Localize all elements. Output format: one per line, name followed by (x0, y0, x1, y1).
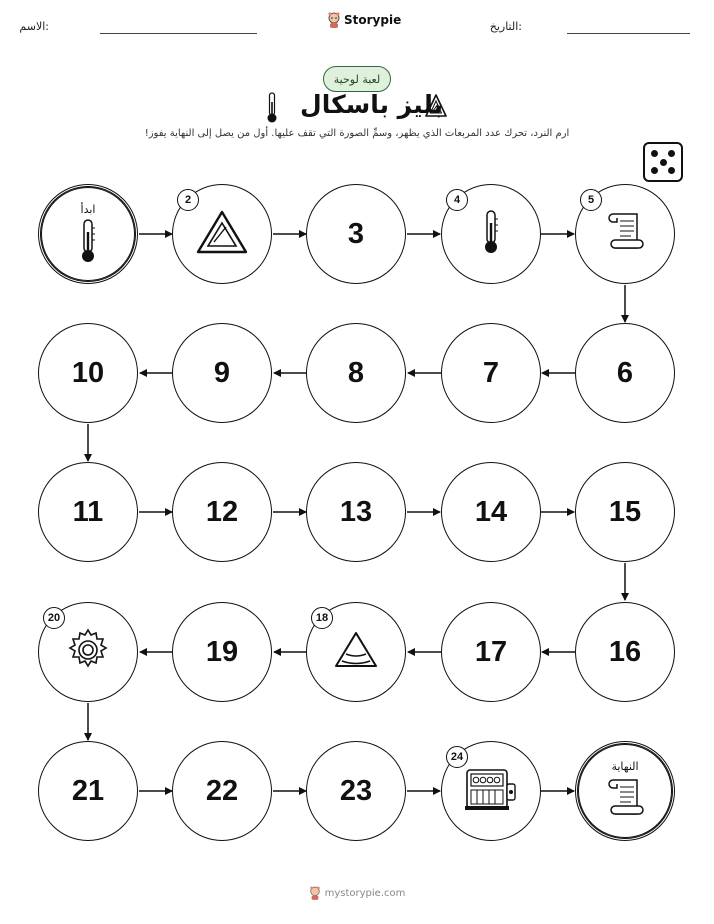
square-20 (38, 602, 138, 702)
square-start (38, 184, 138, 284)
square-9 (172, 323, 272, 423)
scroll-icon (605, 774, 645, 826)
thermometer-icon (480, 209, 502, 259)
square-number-badge: 18 (311, 607, 333, 629)
date-label: التاريخ: (489, 20, 522, 33)
prism-icon (196, 209, 248, 259)
square-14 (441, 462, 541, 562)
square-number: 9 (213, 356, 231, 389)
thermometer-icon (77, 218, 99, 268)
square-24 (441, 741, 541, 841)
calculating-machine-icon (461, 766, 521, 816)
finish-label: النهاية (611, 760, 639, 773)
square-13 (306, 462, 406, 562)
square-2 (172, 184, 272, 284)
square-number: 19 (205, 635, 239, 668)
square-12 (172, 462, 272, 562)
square-number: 15 (608, 495, 642, 528)
square-number: 10 (71, 356, 105, 389)
square-number-badge: 20 (43, 607, 65, 629)
square-7 (441, 323, 541, 423)
square-number-badge: 4 (446, 189, 468, 211)
square-19 (172, 602, 272, 702)
square-number-badge: 24 (446, 746, 468, 768)
square-22 (172, 741, 272, 841)
square-number: 8 (347, 356, 365, 389)
square-number: 6 (616, 356, 634, 389)
square-number: 14 (474, 495, 508, 528)
date-line[interactable] (567, 33, 690, 34)
square-4 (441, 184, 541, 284)
square-21 (38, 741, 138, 841)
square-number-badge: 5 (580, 189, 602, 211)
square-17 (441, 602, 541, 702)
cone-icon (333, 630, 379, 674)
brand (327, 12, 401, 28)
footer-site: mystorypie.com (324, 887, 406, 899)
square-number: 12 (205, 495, 239, 528)
square-number: 22 (205, 774, 239, 807)
name-label: الاسم: (19, 20, 49, 33)
square-number: 7 (482, 356, 500, 389)
footer (0, 886, 714, 900)
dice-icon (643, 142, 683, 182)
title-row (0, 90, 714, 126)
name-line[interactable] (100, 33, 257, 34)
square-15 (575, 462, 675, 562)
square-6 (575, 323, 675, 423)
gear-icon (65, 627, 111, 677)
scroll-icon (605, 208, 645, 260)
square-16 (575, 602, 675, 702)
square-number: 23 (339, 774, 373, 807)
thermometer-icon (266, 92, 278, 124)
square-finish (575, 741, 675, 841)
square-number-badge: 2 (177, 189, 199, 211)
brand-name: Storypie (344, 13, 402, 27)
square-8 (306, 323, 406, 423)
square-number: 3 (347, 217, 365, 250)
square-number: 16 (608, 635, 642, 668)
square-10 (38, 323, 138, 423)
square-number: 11 (72, 495, 104, 528)
square-11 (38, 462, 138, 562)
storypie-logo-icon (327, 12, 341, 28)
square-number: 17 (474, 635, 508, 668)
square-23 (306, 741, 406, 841)
square-5 (575, 184, 675, 284)
page-title: بليز باسكال (300, 90, 444, 119)
square-3 (306, 184, 406, 284)
start-label: ابدأ (80, 203, 96, 216)
square-number: 13 (339, 495, 373, 528)
square-18 (306, 602, 406, 702)
square-number: 21 (71, 774, 105, 807)
storypie-logo-icon (309, 886, 321, 900)
instructions: ارم النرد، تحرك عدد المربعات الذي يظهر، وسمِّ الصورة التي تقف عليها. أول من يصل إلى النهاية يفوز! (144, 128, 570, 139)
game-type-badge: لعبة لوحية (323, 66, 391, 92)
